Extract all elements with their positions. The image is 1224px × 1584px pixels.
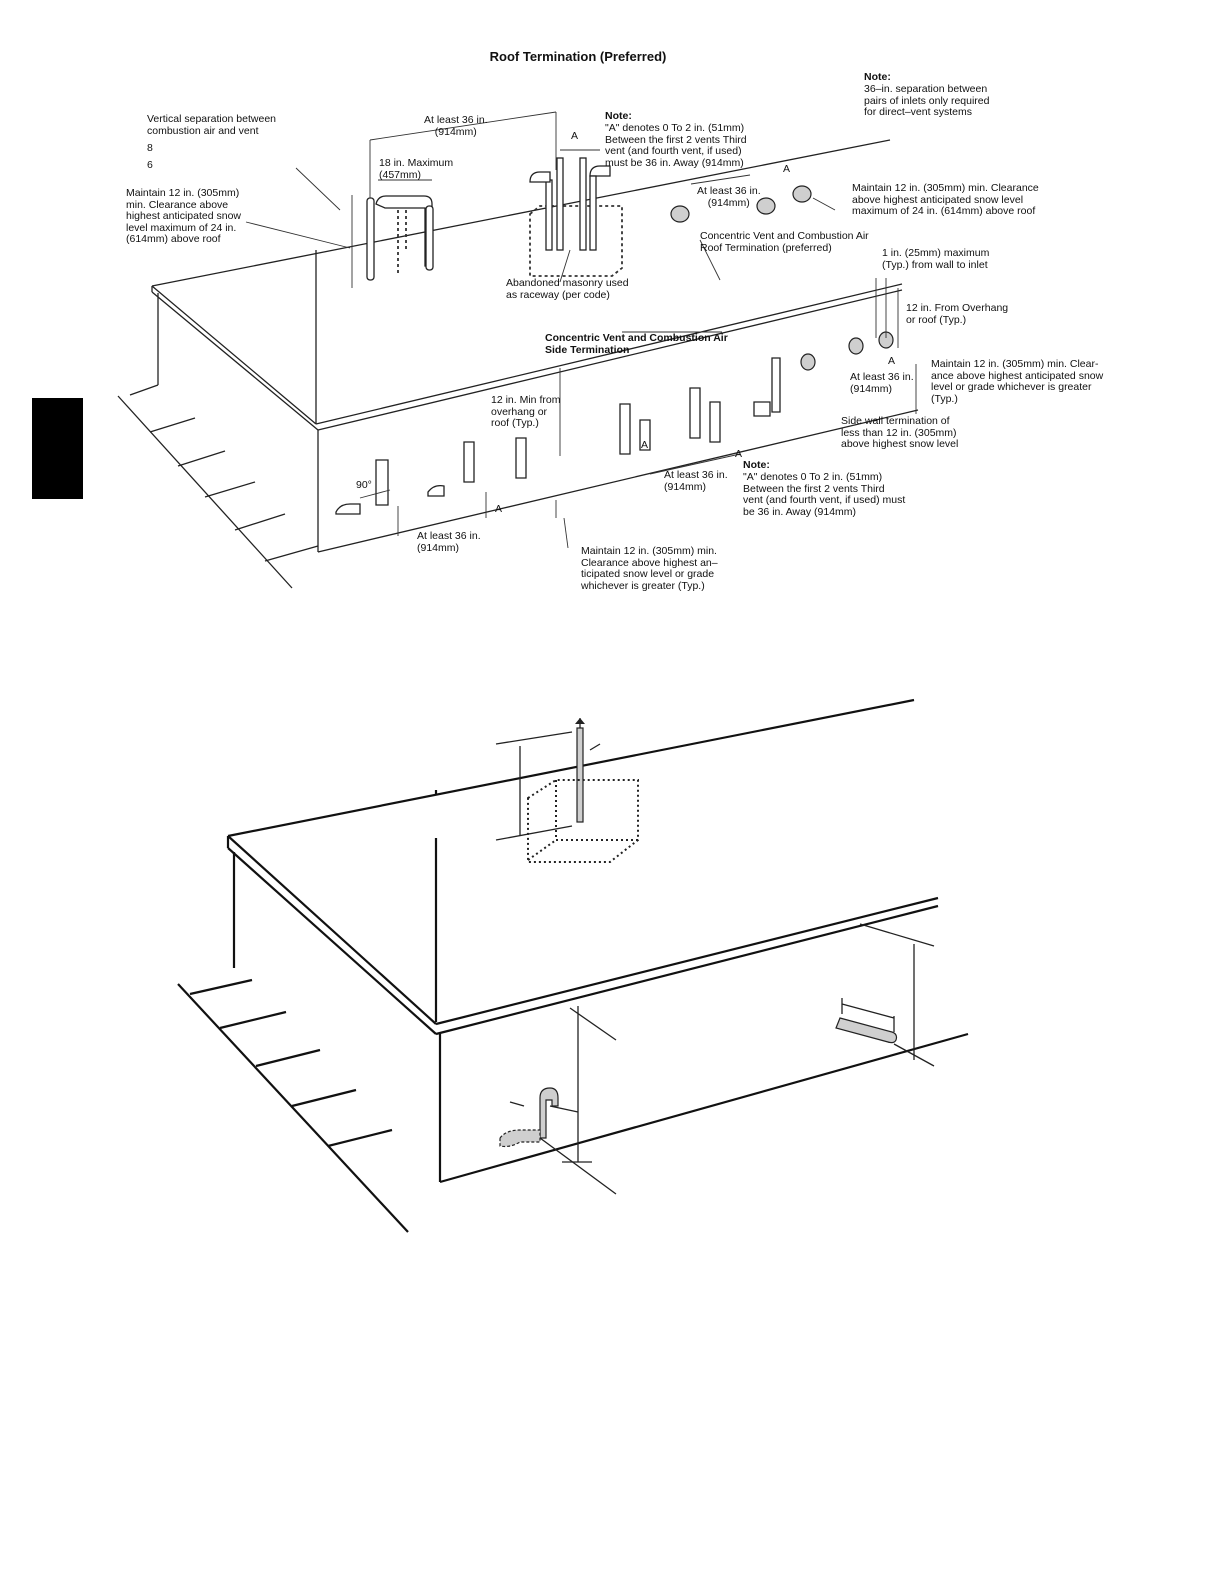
label-a-concentric: A [783,163,791,175]
label-number-8: 8 [147,142,153,154]
label-side-wall-less: Side wall termination of less than 12 in. (305mm) above highest snow level [841,415,959,450]
abandoned-masonry-raceway [530,150,622,282]
label-angle-90: 90° [356,479,372,491]
note-top-heading: Note: [605,110,632,122]
diagram-title: Roof Termination (Preferred) [489,49,667,64]
label-maintain-roof-right: Maintain 12 in. (305mm) min. Clearance above highest anticipated snow level maximum of 24 in. (614mm) above roof [852,182,1039,217]
note-right-heading: Note: [864,71,891,83]
label-at-least-36-concentric: At least 36 in. (914mm) [697,185,761,209]
label-maintain-bottom: Maintain 12 in. (305mm) min. Clearance above highest an– ticipated snow level or grade whichever is greater (Typ.) [581,545,718,592]
bottom-roof-vent-and-raceway [496,718,638,862]
label-number-6: 6 [147,159,153,171]
label-vertical-separation: Vertical separation between combustion air and vent [147,113,276,137]
label-one-inch-max: 1 in. (25mm) maximum (Typ.) from wall to inlet [882,247,990,271]
label-a-mid: A [735,448,743,460]
label-a-side-right: A [888,355,896,367]
label-a-bottom-left: A [495,503,503,515]
label-max-18: 18 in. Maximum (457mm) [379,157,454,181]
label-at-least-36-side-right: At least 36 in. (914mm) [850,371,914,395]
label-a-mid-left: A [641,439,649,451]
label-concentric-roof: Concentric Vent and Combustion Air Roof Termination (preferred) [700,230,869,254]
note-top-body: "A" denotes 0 To 2 in. (51mm) Between the first 2 vents Third vent (and fourth vent, if used) must be 36 in. Away (914mm) [605,122,747,169]
label-maintain-side-right: Maintain 12 in. (305mm) min. Clear- ance above highest anticipated snow level or grade whichever is greater (Typ.) [931,358,1104,405]
label-a-top: A [571,130,579,142]
bottom-side-wall-terminations [500,924,934,1194]
label-concentric-side: Concentric Vent and Combustion Air Side Termination [545,332,728,356]
label-twelve-min-overhang: 12 in. Min from overhang or roof (Typ.) [491,394,561,429]
label-at-least-36-top: At least 36 in. (914mm) [424,114,488,138]
label-abandoned-masonry: Abandoned masonry used as raceway (per code) [506,277,629,301]
label-twelve-from-overhang: 12 in. From Overhang or roof (Typ.) [906,302,1009,326]
note-mid-body: "A" denotes 0 To 2 in. (51mm) Between the first 2 vents Third vent (and fourth vent, if used) must be 36 in. Away (914mm) [743,471,906,518]
label-maintain-roof-left: Maintain 12 in. (305mm) min. Clearance above highest anticipated snow level maximum of 24 in. (614mm) above roof [126,187,241,245]
label-at-least-36-mid: At least 36 in. (914mm) [664,469,728,493]
note-mid-heading: Note: [743,459,770,471]
label-at-least-36-bottom: At least 36 in. (914mm) [417,530,481,554]
roof-vent-pipes-left [246,112,556,288]
note-right-body: 36–in. separation between pairs of inlets only required for direct–vent systems [864,83,990,118]
